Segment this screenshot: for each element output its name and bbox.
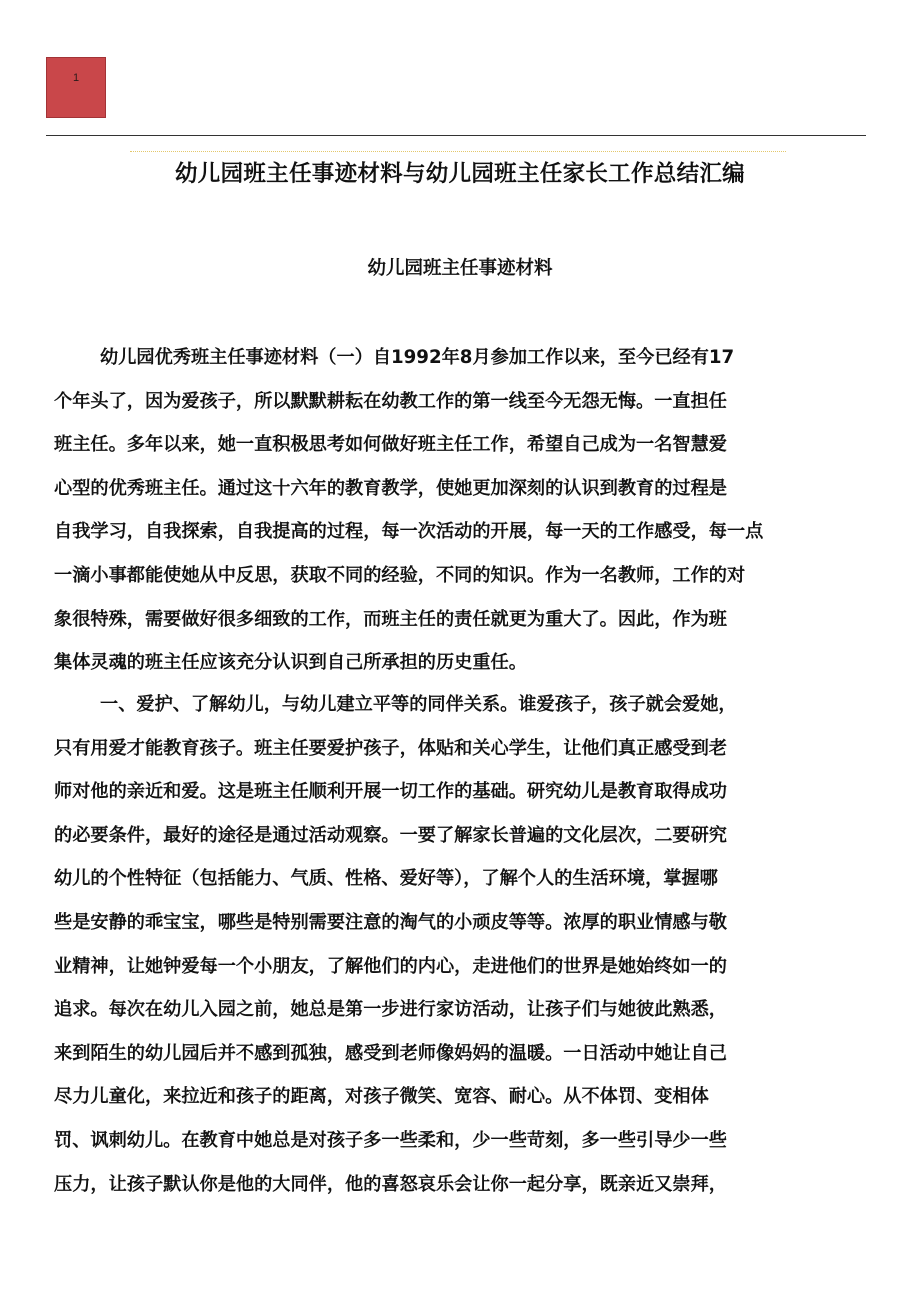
text-line: 只有用爱才能教育孩子。班主任要爱护孩子，体贴和关心学生，让他们真正感受到老 [54,737,727,759]
text-line: 尽力儿童化，来拉近和孩子的距离，对孩子微笑、宽容、耐心。从不体罚、变相体 [54,1086,709,1108]
text-line: 追求。每次在幼儿入园之前，她总是第一步进行家访活动，让孩子们与她彼此熟悉， [54,999,727,1021]
text-line: 压力，让孩子默认你是他的大同伴，他的喜怒哀乐会让你一起分享，既亲近又崇拜， [54,1173,727,1195]
page-number-badge [46,57,106,118]
document-title: 幼儿园班主任事迹材料与幼儿园班主任家长工作总结汇编 [174,161,745,187]
text-line: 些是安静的乖宝宝，哪些是特别需要注意的淘气的小顽皮等等。浓厚的职业情感与敬 [54,911,727,933]
text-line: 一滴小事都能使她从中反思，获取不同的经验，不同的知识。作为一名教师，工作的对 [54,564,746,586]
paragraph-section-one [54,683,844,1206]
page-number: 1 [73,72,80,84]
text-line: 个年头了，因为爱孩子，所以默默耕耘在幼教工作的第一线至今无怨无悔。一直担任 [54,390,727,412]
text-line: 业精神，让她钟爱每一个小朋友，了解他们的内心，走进他们的世界是她始终如一的 [54,955,727,977]
text-line: 班主任。多年以来，她一直积极思考如何做好班主任工作，希望自己成为一名智慧爱 [54,434,727,456]
text-line: 一、爱护、了解幼儿，与幼儿建立平等的同伴关系。谁爱孩子，孩子就会爱她， [100,694,737,715]
text-line: 来到陌生的幼儿园后并不感到孤独，感受到老师像妈妈的温暖。一日活动中她让自己 [54,1042,727,1064]
text-line: 师对他的亲近和爱。这是班主任顺利开展一切工作的基础。研究幼儿是教育取得成功 [54,781,727,803]
text-line: 自我学习，自我探索，自我提高的过程，每一次活动的开展，每一天的工作感受，每一点 [54,521,764,543]
text-line: 的必要条件，最好的途径是通过活动观察。一要了解家长普遍的文化层次，二要研究 [54,824,727,846]
text-line: 心型的优秀班主任。通过这十六年的教育教学，使她更加深刻的认识到教育的过程是 [54,477,727,499]
header-divider [46,135,866,136]
text-line: 幼儿园优秀班主任事迹材料（一）自1992年8月参加工作以来，至今已经有17 [100,347,735,368]
text-line: 罚、讽刺幼儿。在教育中她总是对孩子多一些柔和，少一些苛刻，多一些引导少一些 [54,1129,727,1151]
section-heading: 幼儿园班主任事迹材料 [367,258,553,279]
text-line: 幼儿的个性特征（包括能力、气质、性格、爱好等），了解个人的生活环境，掌握哪 [54,868,718,890]
dotted-divider [130,151,786,152]
paragraph-intro [54,336,844,685]
text-line: 象很特殊，需要做好很多细致的工作，而班主任的责任就更为重大了。因此，作为班 [54,608,727,630]
text-line: 集体灵魂的班主任应该充分认识到自己所承担的历史重任。 [54,652,527,674]
